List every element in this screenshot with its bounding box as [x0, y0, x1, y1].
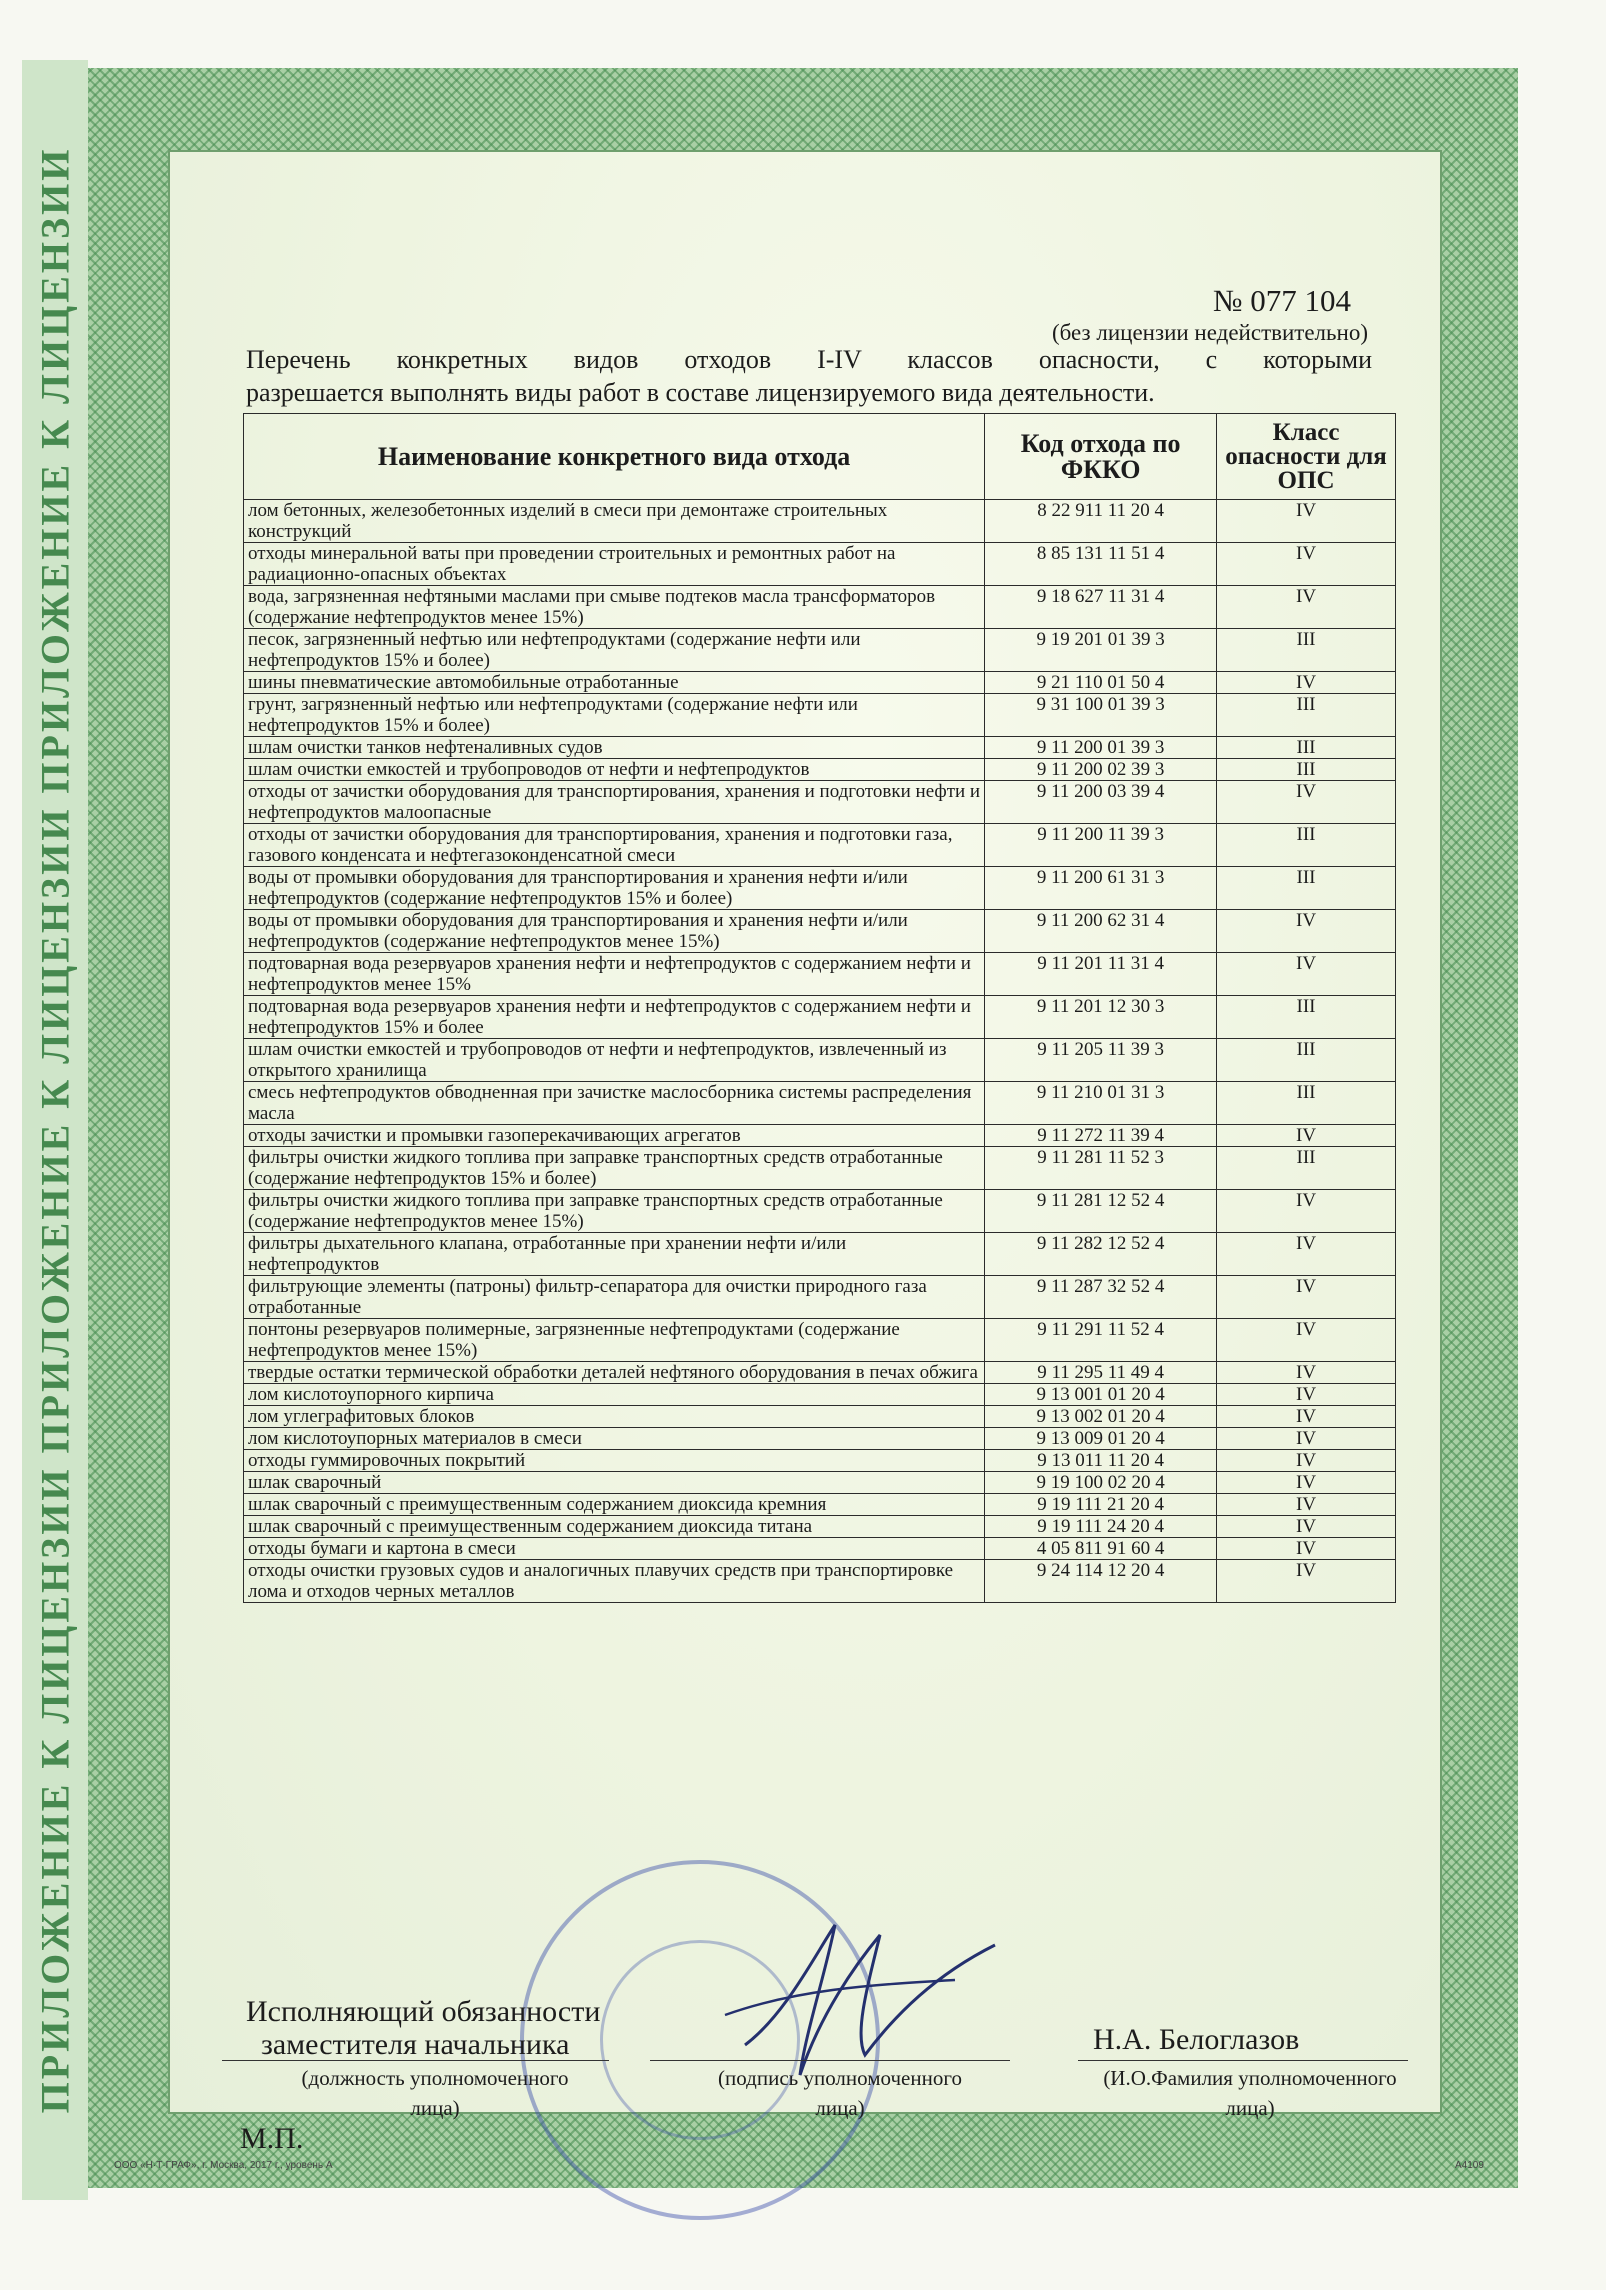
row-code: 9 19 111 21 20 4 — [985, 1494, 1217, 1516]
row-name: воды от промывки оборудования для транспортирования и хранения нефти и/или нефтепродуктов (содержание нефтепродуктов менее 15%) — [244, 910, 985, 953]
row-code: 9 11 295 11 49 4 — [985, 1362, 1217, 1384]
table-row — [244, 1560, 1396, 1603]
row-name: шлак сварочный с преимущественным содержанием диоксида титана — [244, 1516, 985, 1538]
row-class: IV — [1217, 1233, 1396, 1276]
name-underline — [1078, 2060, 1408, 2061]
row-class: III — [1217, 629, 1396, 672]
row-name: вода, загрязненная нефтяными маслами при смыве подтеков масла трансформаторов (содержание нефтепродуктов менее 15%) — [244, 586, 985, 629]
row-class: IV — [1217, 781, 1396, 824]
row-class: IV — [1217, 953, 1396, 996]
row-code: 9 11 200 11 39 3 — [985, 824, 1217, 867]
table-row — [244, 1362, 1396, 1384]
row-name: лом бетонных, железобетонных изделий в смеси при демонтаже строительных конструкций — [244, 500, 985, 543]
table-row — [244, 1538, 1396, 1560]
row-code: 9 19 100 02 20 4 — [985, 1472, 1217, 1494]
signer-name: Н.А. Белоглазов — [1093, 2023, 1300, 2056]
row-code: 9 13 009 01 20 4 — [985, 1428, 1217, 1450]
table-row — [244, 1082, 1396, 1125]
row-name: отходы бумаги и картона в смеси — [244, 1538, 985, 1560]
table-row — [244, 629, 1396, 672]
side-label: ПРИЛОЖЕНИЕ К ЛИЦЕНЗИИ ПРИЛОЖЕНИЕ К ЛИЦЕНЗИИ ПРИЛОЖЕНИЕ К ЛИЦЕНЗИИ — [32, 146, 78, 2114]
row-code: 9 11 291 11 52 4 — [985, 1319, 1217, 1362]
row-code: 9 11 200 62 31 4 — [985, 910, 1217, 953]
table-row — [244, 500, 1396, 543]
caption-position: (должность уполномоченного лица) — [301, 2066, 569, 2120]
row-name: твердые остатки термической обработки деталей нефтяного оборудования в печах обжига — [244, 1362, 985, 1384]
row-name: отходы минеральной ваты при проведении строительных и ремонтных работ на радиационно-опасных объектах — [244, 543, 985, 586]
header-code: Код отхода по ФККО — [985, 414, 1217, 500]
form-number-note: (без лицензии недействительно) — [1051, 320, 1368, 345]
table-row — [244, 737, 1396, 759]
row-name: отходы очистки грузовых судов и аналогичных плавучих средств при транспортировке лома и отходов черных металлов — [244, 1560, 985, 1603]
row-name: подтоварная вода резервуаров хранения нефти и нефтепродуктов с содержанием нефти и нефтепродуктов менее 15% — [244, 953, 985, 996]
position-underline — [222, 2060, 609, 2061]
table-row — [244, 781, 1396, 824]
row-code: 9 21 110 01 50 4 — [985, 672, 1217, 694]
row-class: III — [1217, 867, 1396, 910]
stamp-place-label: М.П. — [240, 2122, 304, 2155]
table-row — [244, 1190, 1396, 1233]
header-class: Класс опасности для ОПС — [1217, 414, 1396, 500]
caption-name: (И.О.Фамилия уполномоченного лица) — [1103, 2066, 1397, 2120]
row-code: 9 19 111 24 20 4 — [985, 1516, 1217, 1538]
signer-position-line-2: заместителя начальника — [261, 2028, 570, 2061]
row-name: фильтры очистки жидкого топлива при заправке транспортных средств отработанные (содержание нефтепродуктов 15% и более) — [244, 1147, 985, 1190]
row-code: 9 11 200 03 39 4 — [985, 781, 1217, 824]
row-class: III — [1217, 1147, 1396, 1190]
intro-line-2: разрешается выполнять виды работ в составе лицензируемого вида деятельности. — [246, 378, 1155, 407]
row-class: IV — [1217, 543, 1396, 586]
row-class: IV — [1217, 1472, 1396, 1494]
table-row — [244, 543, 1396, 586]
row-class: IV — [1217, 910, 1396, 953]
row-code: 9 18 627 11 31 4 — [985, 586, 1217, 629]
row-name: шлак сварочный с преимущественным содержанием диоксида кремния — [244, 1494, 985, 1516]
row-class: IV — [1217, 1450, 1396, 1472]
row-name: смесь нефтепродуктов обводненная при зачистке маслосборника системы распределения масла — [244, 1082, 985, 1125]
row-name: шины пневматические автомобильные отработанные — [244, 672, 985, 694]
signer-position-line-1: Исполняющий обязанности — [246, 1995, 601, 2028]
table-row — [244, 1039, 1396, 1082]
row-code: 9 11 200 02 39 3 — [985, 759, 1217, 781]
row-code: 9 11 281 11 52 3 — [985, 1147, 1217, 1190]
row-name: шлам очистки емкостей и трубопроводов от нефти и нефтепродуктов — [244, 759, 985, 781]
row-code: 9 11 282 12 52 4 — [985, 1233, 1217, 1276]
table-row — [244, 867, 1396, 910]
table-row — [244, 1319, 1396, 1362]
row-name: грунт, загрязненный нефтью или нефтепродуктами (содержание нефти или нефтепродуктов 15% и более) — [244, 694, 985, 737]
row-name: шлам очистки емкостей и трубопроводов от нефти и нефтепродуктов, извлеченный из открытого хранилища — [244, 1039, 985, 1082]
row-class: III — [1217, 737, 1396, 759]
printer-imprint: ООО «Н·Т·ГРАФ», г. Москва, 2017 г., уровень А — [114, 2160, 333, 2171]
row-code: 9 11 205 11 39 3 — [985, 1039, 1217, 1082]
table-row — [244, 1276, 1396, 1319]
row-class: IV — [1217, 1190, 1396, 1233]
table-row — [244, 824, 1396, 867]
table-row — [244, 759, 1396, 781]
row-class: IV — [1217, 672, 1396, 694]
row-class: IV — [1217, 586, 1396, 629]
header-name: Наименование конкретного вида отхода — [244, 414, 985, 500]
row-class: III — [1217, 996, 1396, 1039]
table-row — [244, 1472, 1396, 1494]
row-class: IV — [1217, 500, 1396, 543]
row-name: отходы гуммировочных покрытий — [244, 1450, 985, 1472]
table-row — [244, 1516, 1396, 1538]
row-class: IV — [1217, 1384, 1396, 1406]
table-row — [244, 1406, 1396, 1428]
row-name: шлак сварочный — [244, 1472, 985, 1494]
row-code: 9 11 287 32 52 4 — [985, 1276, 1217, 1319]
row-name: понтоны резервуаров полимерные, загрязненные нефтепродуктами (содержание нефтепродуктов менее 15%) — [244, 1319, 985, 1362]
row-code: 8 22 911 11 20 4 — [985, 500, 1217, 543]
row-name: лом кислотоупорных материалов в смеси — [244, 1428, 985, 1450]
row-code: 9 13 002 01 20 4 — [985, 1406, 1217, 1428]
table-row — [244, 1384, 1396, 1406]
caption-signature: (подпись уполномоченного лица) — [718, 2066, 962, 2120]
table-row — [244, 910, 1396, 953]
row-class: IV — [1217, 1319, 1396, 1362]
row-code: 9 11 201 11 31 4 — [985, 953, 1217, 996]
row-class: IV — [1217, 1276, 1396, 1319]
row-class: III — [1217, 694, 1396, 737]
table-row — [244, 1494, 1396, 1516]
row-code: 4 05 811 91 60 4 — [985, 1538, 1217, 1560]
table-row — [244, 672, 1396, 694]
row-class: IV — [1217, 1406, 1396, 1428]
row-code: 9 13 001 01 20 4 — [985, 1384, 1217, 1406]
table-row — [244, 1428, 1396, 1450]
row-name: отходы от зачистки оборудования для транспортирования, хранения и подготовки газа, газового конденсата и нефтегазоконденсатной смеси — [244, 824, 985, 867]
row-code: 9 11 272 11 39 4 — [985, 1125, 1217, 1147]
row-name: отходы зачистки и промывки газоперекачивающих агрегатов — [244, 1125, 985, 1147]
row-code: 9 11 201 12 30 3 — [985, 996, 1217, 1039]
table-row — [244, 996, 1396, 1039]
row-class: III — [1217, 759, 1396, 781]
signer-position — [246, 1995, 600, 2061]
table-row — [244, 586, 1396, 629]
table-row — [244, 1125, 1396, 1147]
row-code: 9 11 210 01 31 3 — [985, 1082, 1217, 1125]
row-code: 9 31 100 01 39 3 — [985, 694, 1217, 737]
table-row — [244, 694, 1396, 737]
table-row — [244, 1233, 1396, 1276]
form-code: А4109 — [1455, 2160, 1484, 2171]
row-class: IV — [1217, 1428, 1396, 1450]
table-row — [244, 953, 1396, 996]
row-code: 9 11 200 01 39 3 — [985, 737, 1217, 759]
signature-underline — [650, 2060, 1010, 2061]
row-class: IV — [1217, 1125, 1396, 1147]
row-code: 9 13 011 11 20 4 — [985, 1450, 1217, 1472]
row-class: III — [1217, 1039, 1396, 1082]
row-code: 9 24 114 12 20 4 — [985, 1560, 1217, 1603]
row-name: воды от промывки оборудования для транспортирования и хранения нефти и/или нефтепродуктов (содержание нефтепродуктов 15% и более) — [244, 867, 985, 910]
row-class: IV — [1217, 1516, 1396, 1538]
table-row — [244, 1450, 1396, 1472]
row-class: IV — [1217, 1560, 1396, 1603]
row-class: III — [1217, 1082, 1396, 1125]
row-name: лом кислотоупорного кирпича — [244, 1384, 985, 1406]
row-class: IV — [1217, 1362, 1396, 1384]
intro-line-1: Перечень конкретных видов отходов I-IV классов опасности, с которыми — [246, 345, 1372, 374]
row-name: фильтры дыхательного клапана, отработанные при хранении нефти и/или нефтепродуктов — [244, 1233, 985, 1276]
row-class: IV — [1217, 1494, 1396, 1516]
row-class: IV — [1217, 1538, 1396, 1560]
table-header-row — [244, 414, 1396, 500]
row-name: шлам очистки танков нефтеналивных судов — [244, 737, 985, 759]
row-name: лом углеграфитовых блоков — [244, 1406, 985, 1428]
table-row — [244, 1147, 1396, 1190]
row-code: 8 85 131 11 51 4 — [985, 543, 1217, 586]
row-name: отходы от зачистки оборудования для транспортирования, хранения и подготовки нефти и нефтепродуктов малоопасные — [244, 781, 985, 824]
intro-text — [246, 343, 1372, 409]
row-class: III — [1217, 824, 1396, 867]
row-name: песок, загрязненный нефтью или нефтепродуктами (содержание нефти или нефтепродуктов 15% и более) — [244, 629, 985, 672]
row-name: подтоварная вода резервуаров хранения нефти и нефтепродуктов с содержанием нефти и нефтепродуктов 15% и более — [244, 996, 985, 1039]
row-code: 9 11 200 61 31 3 — [985, 867, 1217, 910]
waste-table — [243, 413, 1396, 1603]
form-number: № 077 104 — [1212, 283, 1351, 318]
row-name: фильтры очистки жидкого топлива при заправке транспортных средств отработанные (содержание нефтепродуктов менее 15%) — [244, 1190, 985, 1233]
row-code: 9 11 281 12 52 4 — [985, 1190, 1217, 1233]
row-code: 9 19 201 01 39 3 — [985, 629, 1217, 672]
row-name: фильтрующие элементы (патроны) фильтр-сепаратора для очистки природного газа отработанные — [244, 1276, 985, 1319]
